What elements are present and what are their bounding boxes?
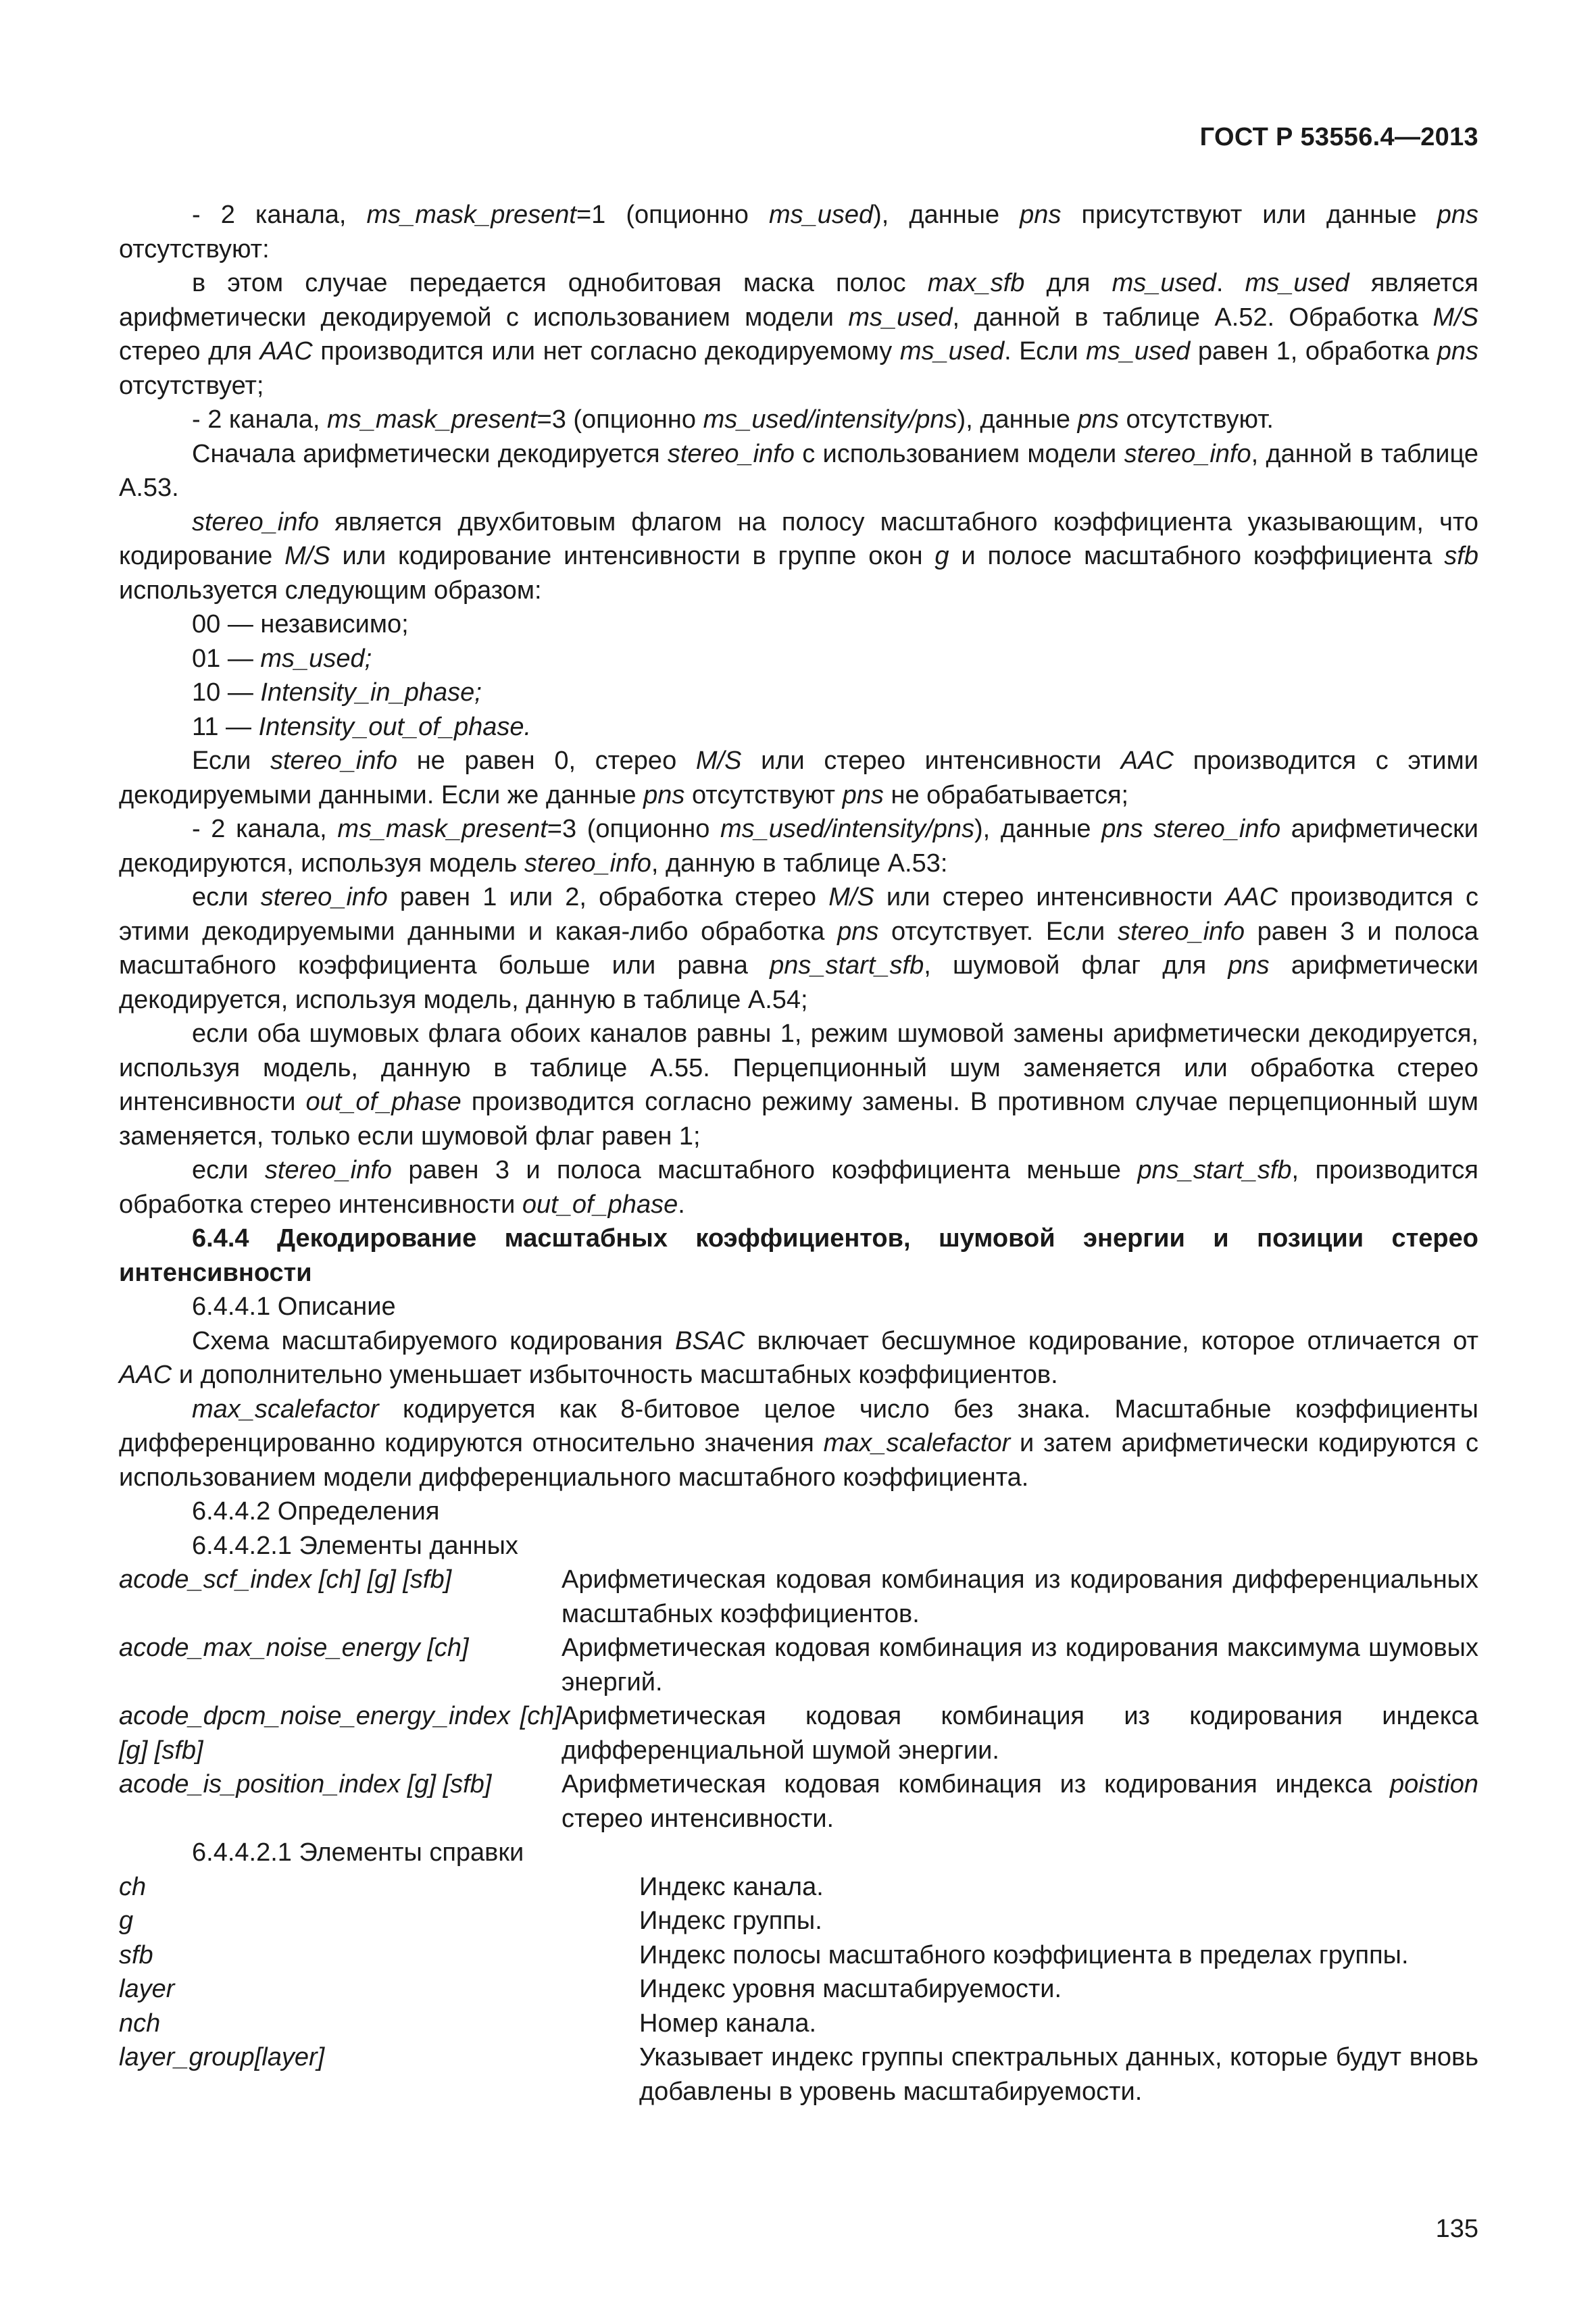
data-element-term: acode_scf_index [ch] [g] [sfb] — [119, 1565, 452, 1594]
reference-element-definition: Индекс уровня масштабируемости. — [639, 1975, 1062, 2003]
reference-element-definition: Индекс группы. — [639, 1907, 822, 1935]
reference-element-row — [119, 1938, 1478, 1973]
paragraph-p3: - 2 канала, ms_mask_present=3 (опционно ms_used/intensity/pns), данные pns отсутствуют. — [192, 405, 1274, 434]
data-element-definition: Арифметическая кодовая комбинация из кодирования индекса poistion стерео интенсивности. — [562, 1770, 1478, 1833]
reference-element-term: layer_group[layer] — [119, 2043, 325, 2071]
paragraph-s3: 6.4.4.2.1 Элементы данных — [192, 1531, 518, 1560]
reference-element-term: layer — [119, 1975, 175, 2003]
data-element-row — [119, 1767, 1478, 1836]
document-code-header: ГОСТ Р 53556.4—2013 — [1199, 123, 1478, 151]
data-element-row — [119, 1699, 1478, 1767]
paragraph-s1: 6.4.4.1 Описание — [192, 1292, 396, 1321]
page-number: 135 — [1435, 2215, 1478, 2243]
reference-element-term: nch — [119, 2009, 161, 2038]
data-element-term: acode_max_noise_energy [ch] — [119, 1634, 469, 1662]
data-elements-list — [119, 1563, 1478, 1836]
body-paragraphs — [119, 198, 1478, 1563]
reference-element-term: g — [119, 1907, 134, 1935]
paragraph-l2: 01 — ms_used; — [192, 644, 372, 673]
reference-element-row — [119, 1904, 1478, 1938]
reference-elements-list — [119, 1870, 1478, 2109]
paragraph-p6: Если stereo_info не равен 0, стерео M/S или стерео интенсивности AAC производится с этими декодируемыми данными. Если же данные pns отсутствуют pns не обрабатывается; — [119, 747, 1479, 809]
paragraph-p1: - 2 канала, ms_mask_present=1 (опционно ms_used), данные pns присутствуют или данные pns отсутствуют: — [119, 201, 1478, 263]
paragraph-l3: 10 — Intensity_in_phase; — [192, 678, 482, 707]
reference-element-definition: Индекс канала. — [639, 1872, 824, 1901]
paragraph-p11: Схема масштабируемого кодирования BSAC включает бесшумное кодирование, которое отличается от AAC и дополнительно уменьшает избыточность масштабных коэффициентов. — [119, 1326, 1478, 1389]
reference-element-row — [119, 1870, 1478, 1905]
data-element-term: acode_dpcm_noise_energy_index [ch] [g] [sfb] — [119, 1702, 562, 1765]
data-element-definition: Арифметическая кодовая комбинация из кодирования индекса дифференциальной шумой энергии. — [562, 1702, 1478, 1765]
paragraph-p5: stereo_info является двухбитовым флагом на полосу масштабного коэффициента указывающим, что кодирование M/S или кодирование интенсивности в группе окон g и полосе масштабного коэффициента sfb используется следующим образом: — [119, 507, 1478, 605]
reference-element-definition: Номер канала. — [639, 2009, 817, 2038]
reference-element-row — [119, 1972, 1478, 2007]
paragraph-p7: - 2 канала, ms_mask_present=3 (опционно ms_used/intensity/pns), данные pns stereo_info арифметически декодируются, используя модель stereo_info, данную в таблице А.53: — [119, 815, 1478, 878]
reference-element-definition: Индекс полосы масштабного коэффициента в пределах группы. — [639, 1940, 1409, 1969]
paragraph-h1: 6.4.4 Декодирование масштабных коэффициентов, шумовой энергии и позиции стерео интенсивности — [119, 1224, 1478, 1287]
reference-element-row — [119, 2007, 1478, 2041]
reference-element-term: sfb — [119, 1940, 153, 1969]
reference-elements-heading: 6.4.4.2.1 Элементы справки — [192, 1838, 524, 1867]
paragraph-p2: в этом случае передается однобитовая маска полос max_sfb для ms_used. ms_used является арифметически декодируемой с использованием модели ms_used, данной в таблице А.52. Обработка M/S стерео для AAC производится или нет согласно декодируемому ms_used. Если ms_used равен 1, обработка pns отсутствует; — [119, 269, 1478, 400]
paragraph-p8: если stereo_info равен 1 или 2, обработка стерео M/S или стерео интенсивности AAC производится с этими декодируемыми данными и какая-либо обработка pns отсутствует. Если stereo_info равен 3 и полоса масштабного коэффициента больше или равна pns_start_sfb, шумовой флаг для pns арифметически декодируется, используя модель, данную в таблице А.54; — [119, 883, 1479, 1014]
reference-element-definition: Указывает индекс группы спектральных данных, которые будут вновь добавлены в уровень масштабируемости. — [639, 2043, 1478, 2106]
paragraph-p4: Сначала арифметически декодируется stereo_info с использованием модели stereo_info, данной в таблице А.53. — [119, 439, 1478, 502]
paragraph-p9: если оба шумовых флага обоих каналов равны 1, режим шумовой замены арифметически декодируется, используя модель, данную в таблице А.55. Перцепционный шум заменяется или обработка стерео интенсивности out_of_phase производится согласно режиму замены. В противном случае перцепционный шум заменяется, только если шумовой флаг равен 1; — [119, 1020, 1478, 1151]
reference-element-term: ch — [119, 1872, 147, 1901]
data-element-row — [119, 1563, 1478, 1631]
data-element-definition: Арифметическая кодовая комбинация из кодирования дифференциальных масштабных коэффициентов. — [562, 1565, 1478, 1628]
data-element-term: acode_is_position_index [g] [sfb] — [119, 1770, 492, 1799]
paragraph-s2: 6.4.4.2 Определения — [192, 1497, 440, 1526]
paragraph-p12: max_scalefactor кодируется как 8-битовое целое число без знака. Масштабные коэффициенты дифференцированно кодируются относительно значения max_scalefactor и затем арифметически кодируются с использованием модели дифференциального масштабного коэффициента. — [119, 1394, 1478, 1492]
paragraph-p10: если stereo_info равен 3 и полоса масштабного коэффициента меньше pns_start_sfb, производится обработка стерео интенсивности out_of_phase. — [119, 1156, 1478, 1219]
document-body — [119, 198, 1478, 2109]
reference-element-row — [119, 2040, 1478, 2109]
data-element-row — [119, 1631, 1478, 1699]
paragraph-l1: 00 — независимо; — [192, 610, 409, 638]
data-element-definition: Арифметическая кодовая комбинация из кодирования максимума шумовых энергий. — [562, 1634, 1478, 1696]
paragraph-l4: 11 — Intensity_out_of_phase. — [192, 712, 532, 741]
